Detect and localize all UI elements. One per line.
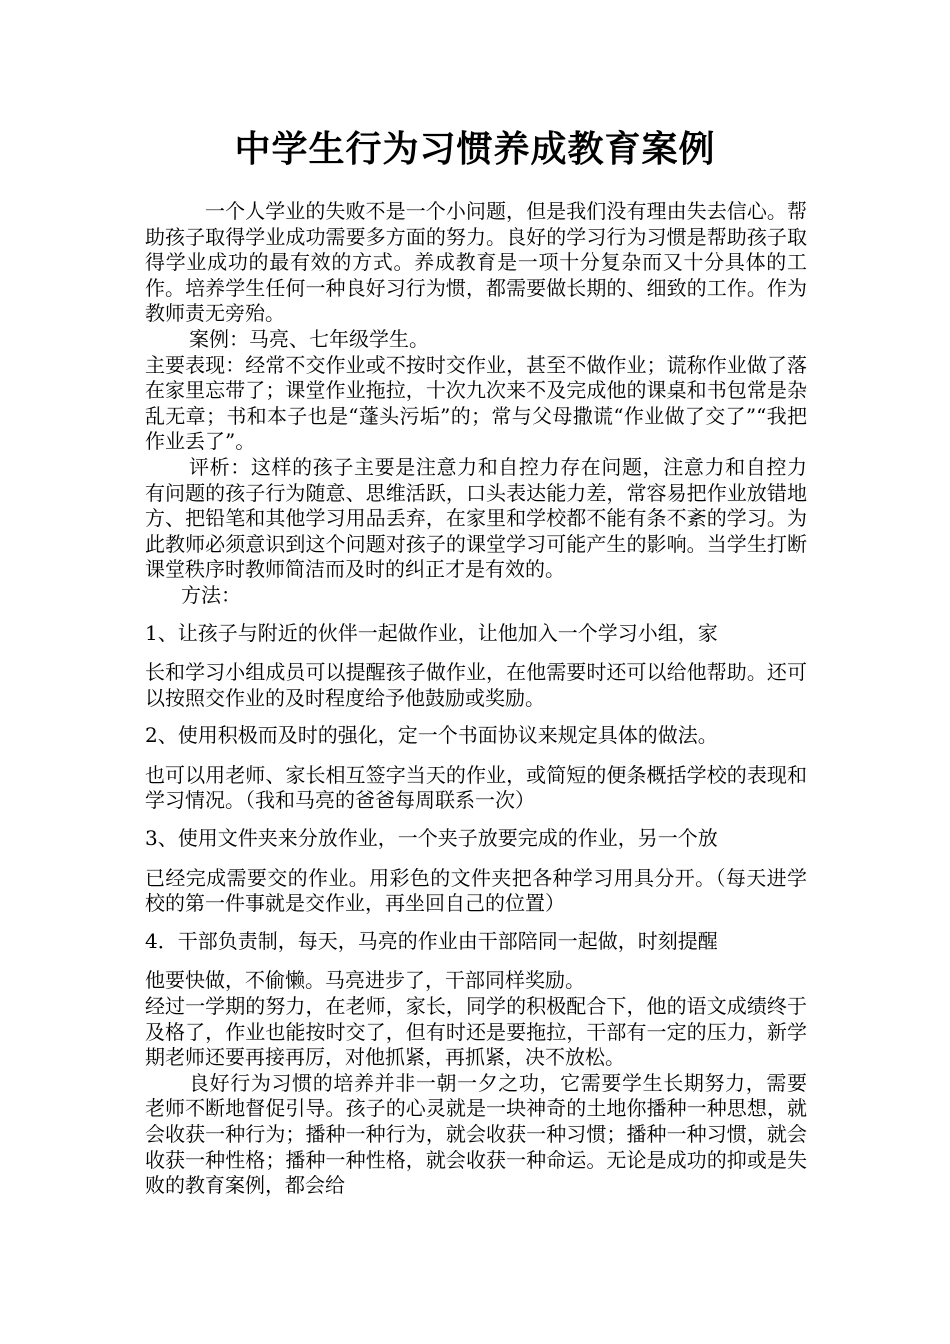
method-item-3 <box>145 826 807 917</box>
method-item-4 <box>145 929 807 994</box>
document-title: 中学生行为习惯养成教育案例 <box>234 129 716 170</box>
analysis-paragraph: 评析：这样的孩子主要是注意力和自控力存在问题，注意力和自控力有问题的孩子行为随意、思维活跃，口头表达能力差，常容易把作业放错地方、把铅笔和其他学习用品丢弃，在家里和学校都不能有条不紊的学习。为此教师必须意识到这个问题对孩子的课堂学习可能产生的影响。当学生打断课堂秩序时教师简洁而及时的纠正才是有效的。 <box>145 454 807 582</box>
method-item-1 <box>145 621 807 712</box>
method-1-first-line: 1、让孩子与附近的伙伴一起做作业，让他加入一个学习小组，家 <box>145 620 718 645</box>
performance-paragraph: 主要表现：经常不交作业或不按时交作业，甚至不做作业；谎称作业做了落在家里忘带了；课堂作业拖拉，十次九次来不及完成他的课桌和书包常是杂乱无章；书和本子也是“蓬头污垢”的；常与父母撒谎“作业做了交了”“我把作业丢了”。 <box>145 352 807 454</box>
method-4-first-line: 4．干部负责制，每天，马亮的作业由干部陪同一起做，时刻提醒 <box>145 928 718 953</box>
method-3-first-line: 3、使用文件夹来分放作业，一个夹子放要完成的作业，另一个放 <box>145 826 718 851</box>
method-2-first-line: 2、使用积极而及时的强化，定一个书面协议来规定具体的做法。 <box>145 723 718 748</box>
intro-paragraph: 一个人学业的失败不是一个小问题，但是我们没有理由失去信心。帮助孩子取得学业成功需要多方面的努力。良好的学习行为习惯是帮助孩子取得学业成功的最有效的方式。养成教育是一项十分复杂而又十分具体的工作。培养学生任何一种良好习行为惯，都需要做长期的、细致的工作。作为教师责无旁殆。 <box>145 199 807 326</box>
method-item-2 <box>145 723 807 814</box>
method-1-text: 长和学习小组成员可以提醒孩子做作业，在他需要时还可以给他帮助。还可以按照交作业的及时程度给予他鼓励或奖励。 <box>145 660 807 710</box>
methods-label: 方法： <box>181 582 241 607</box>
conclusion-paragraph: 良好行为习惯的培养并非一朝一夕之功，它需要学生长期努力，需要老师不断地督促引导。孩子的心灵就是一块神奇的土地你播种一种思想，就会收获一种行为；播种一种行为，就会收获一种习惯；播种一种习惯，就会收获一种性格；播种一种性格，就会收获一种命运。无论是成功的抑或是失败的教育案例，都会给 <box>145 1070 807 1198</box>
method-3-text: 已经完成需要交的作业。用彩色的文件夹把各种学习用具分开。（每天进学校的第一件事就是交作业，再坐回自己的位置） <box>145 865 807 916</box>
case-line: 案例：马亮、七年级学生。 <box>189 326 429 351</box>
document-body <box>145 199 807 1199</box>
method-4-text: 他要快做，不偷懒。马亮进步了，干部同样奖励。 <box>145 968 585 993</box>
method-2-text: 也可以用老师、家长相互签字当天的作业，或简短的便条概括学校的表现和学习情况。（我和马亮的爸爸每周联系一次） <box>145 762 807 813</box>
result-paragraph: 经过一学期的努力，在老师，家长，同学的积极配合下，他的语文成绩终于及格了，作业也能按时交了，但有时还是要拖拉，干部有一定的压力，新学期老师还要再接再厉，对他抓紧，再抓紧，决不放松。 <box>145 994 807 1070</box>
